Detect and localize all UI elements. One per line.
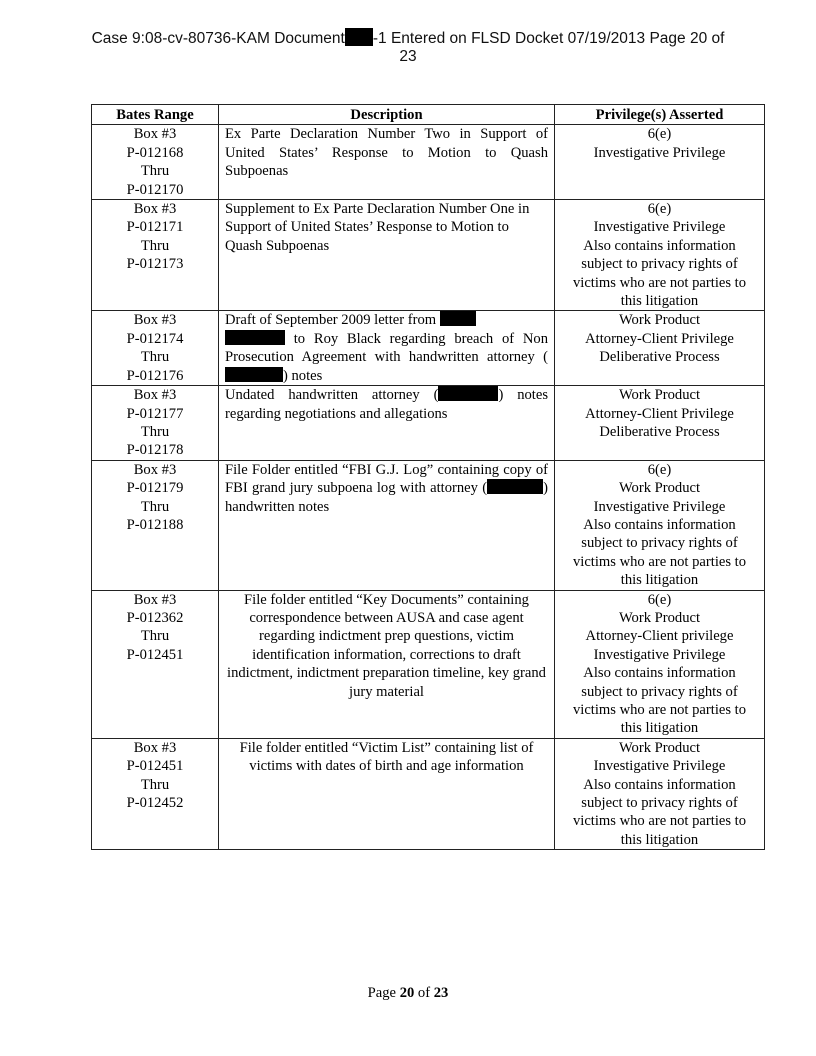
- footer-of-word: of: [414, 985, 434, 1001]
- bates-start: P-012174: [126, 330, 184, 347]
- privilege-item: Also contains information: [583, 665, 736, 682]
- bates-thru: Thru: [140, 163, 170, 180]
- bates-range-cell: [92, 200, 219, 311]
- redaction-block: [438, 386, 498, 401]
- description-text: ) handwritten notes: [225, 480, 548, 515]
- privilege-item: Investigative Privilege: [593, 219, 726, 236]
- bates-range-cell: [92, 311, 219, 386]
- privilege-item: Work Product: [618, 480, 701, 497]
- description-text: Draft of September 2009 letter from: [225, 312, 440, 329]
- privilege-item: this litigation: [620, 720, 699, 737]
- privilege-item: Work Product: [618, 387, 701, 404]
- description-cell: [219, 200, 555, 311]
- description-text: File folder entitled “Victim List” containing list of victims with dates of birth and age information: [239, 739, 534, 775]
- privilege-item: 6(e): [647, 126, 672, 143]
- privilege-cell: [555, 125, 765, 200]
- redaction-block: [440, 311, 476, 326]
- bates-box: Box #3: [133, 461, 177, 478]
- privilege-item: Also contains information: [583, 237, 736, 254]
- table-row: [92, 200, 765, 311]
- privilege-item: 6(e): [647, 591, 672, 608]
- docket-header: [0, 28, 816, 66]
- privilege-item: victims who are not parties to: [572, 702, 747, 718]
- privilege-cell: [555, 386, 765, 461]
- privilege-item: victims who are not parties to: [572, 274, 747, 291]
- footer-total-pages: 23: [433, 985, 449, 1001]
- bates-box: Box #3: [133, 312, 177, 329]
- privilege-item: Work Product: [618, 739, 701, 756]
- description-text: to Roy Black regarding breach of Non Prosecution Agreement with handwritten attorney (: [225, 330, 548, 366]
- footer-page-word: Page: [367, 985, 400, 1001]
- privilege-item: Attorney-Client Privilege: [585, 330, 734, 347]
- column-header-description: Description: [219, 105, 555, 125]
- privilege-item: Investigative Privilege: [593, 144, 726, 161]
- bates-box: Box #3: [133, 591, 177, 608]
- docket-entry-text: -1 Entered on FLSD Docket 07/19/2013 Page 20 of: [372, 30, 725, 47]
- privilege-item: this litigation: [620, 293, 699, 310]
- bates-box: Box #3: [133, 126, 177, 143]
- privilege-item: Deliberative Process: [599, 349, 720, 366]
- case-number-text: Case 9:08-cv-80736-KAM Document: [91, 30, 345, 47]
- page-footer: [0, 985, 816, 1002]
- description-cell: [219, 460, 555, 590]
- description-text: Supplement to Ex Parte Declaration Number One in Support of United States’ Response to Motion to Quash Subpoenas: [225, 201, 530, 254]
- description-text: ) notes regarding negotiations and allegations: [225, 387, 548, 422]
- privilege-item: Work Product: [618, 312, 701, 329]
- description-cell: [219, 738, 555, 849]
- bates-thru: Thru: [140, 628, 170, 645]
- privilege-item: 6(e): [647, 201, 672, 218]
- table-row: [92, 386, 765, 461]
- privilege-cell: [555, 311, 765, 386]
- docket-header-line-1: [0, 28, 816, 48]
- bates-start: P-012171: [126, 219, 184, 236]
- footer-current-page: 20: [399, 985, 415, 1001]
- bates-box: Box #3: [133, 739, 177, 756]
- description-text: File Folder entitled “FBI G.J. Log” containing copy of FBI grand jury subpoena log with attorney (: [225, 461, 548, 497]
- privilege-item: subject to privacy rights of: [581, 256, 738, 273]
- bates-thru: Thru: [140, 498, 170, 515]
- bates-end: P-012173: [126, 256, 184, 273]
- privilege-cell: [555, 460, 765, 590]
- column-header-bates: Bates Range: [92, 105, 219, 125]
- bates-start: P-012168: [126, 144, 184, 161]
- privilege-item: Deliberative Process: [599, 423, 720, 440]
- bates-end: P-012188: [126, 516, 184, 533]
- privilege-item: Work Product: [618, 609, 701, 626]
- privilege-item: Attorney-Client privilege: [585, 628, 734, 645]
- redaction-block: [487, 479, 543, 494]
- column-header-privilege: Privilege(s) Asserted: [555, 105, 765, 125]
- bates-end: P-012451: [126, 646, 184, 663]
- bates-end: P-012176: [126, 367, 184, 384]
- table-row: [92, 738, 765, 849]
- bates-start: P-012177: [126, 405, 184, 422]
- bates-thru: Thru: [140, 349, 170, 366]
- redaction-block: [345, 28, 373, 46]
- privilege-item: subject to privacy rights of: [581, 683, 738, 700]
- bates-range-cell: [92, 590, 219, 738]
- description-text: File folder entitled “Key Documents” containing correspondence between AUSA and case agent regarding indictment prep questions, victim identification information, corrections to draft indictment, indictment preparation timeline, key grand jury material: [227, 591, 546, 700]
- privilege-item: victims who are not parties to: [572, 553, 747, 570]
- table-row: [92, 311, 765, 386]
- bates-start: P-012362: [126, 609, 184, 626]
- privilege-item: Also contains information: [583, 516, 736, 533]
- privilege-item: 6(e): [647, 461, 672, 478]
- bates-thru: Thru: [140, 776, 170, 793]
- table-header-row: [92, 105, 765, 125]
- privilege-item: subject to privacy rights of: [581, 795, 738, 812]
- bates-thru: Thru: [140, 423, 170, 440]
- bates-end: P-012178: [126, 442, 184, 459]
- description-text: Undated handwritten attorney (: [225, 387, 439, 404]
- description-text: ) notes: [283, 367, 323, 384]
- privilege-cell: [555, 200, 765, 311]
- bates-box: Box #3: [133, 387, 177, 404]
- description-text: Ex Parte Declaration Number Two in Support of United States’ Response to Motion to Quash Subpoenas: [225, 126, 548, 180]
- table-row: [92, 125, 765, 200]
- redaction-block: [225, 330, 285, 345]
- bates-end: P-012170: [126, 181, 184, 198]
- table-row: [92, 590, 765, 738]
- bates-thru: Thru: [140, 237, 170, 254]
- privilege-item: subject to privacy rights of: [581, 535, 738, 552]
- description-cell: [219, 311, 555, 386]
- table-row: [92, 460, 765, 590]
- privilege-item: Attorney-Client Privilege: [585, 405, 734, 422]
- privilege-item: this litigation: [620, 831, 699, 848]
- bates-range-cell: [92, 460, 219, 590]
- bates-range-cell: [92, 125, 219, 200]
- privilege-item: Also contains information: [583, 776, 736, 793]
- bates-start: P-012451: [126, 758, 184, 775]
- bates-box: Box #3: [133, 201, 177, 218]
- bates-end: P-012452: [126, 795, 184, 812]
- privilege-item: victims who are not parties to: [572, 813, 747, 830]
- privilege-log-table: [91, 104, 765, 850]
- redaction-block: [225, 367, 283, 382]
- privilege-item: Investigative Privilege: [593, 758, 726, 775]
- description-cell: [219, 125, 555, 200]
- privilege-cell: [555, 738, 765, 849]
- bates-range-cell: [92, 738, 219, 849]
- privilege-item: this litigation: [620, 572, 699, 589]
- bates-range-cell: [92, 386, 219, 461]
- description-cell: [219, 386, 555, 461]
- privilege-item: Investigative Privilege: [593, 498, 726, 515]
- privilege-item: Investigative Privilege: [593, 646, 726, 663]
- docket-header-page-total: 23: [399, 48, 417, 65]
- privilege-cell: [555, 590, 765, 738]
- description-cell: [219, 590, 555, 738]
- bates-start: P-012179: [126, 480, 184, 497]
